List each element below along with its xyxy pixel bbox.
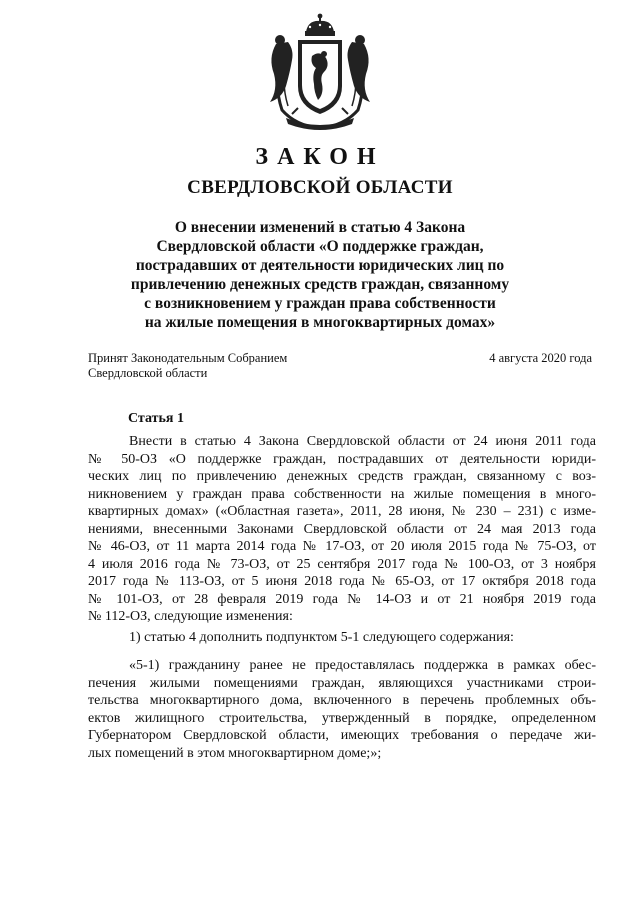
subject-line: на жилые помещения в многоквартирных домах»: [144, 314, 496, 331]
subject-line: О внесении изменений в статью 4 Закона: [174, 219, 466, 236]
text-line: Губернатором Свердловской области, имеющих требования о передаче жи-: [88, 728, 596, 743]
text-line: ектов жилищного строительства, утвержденный в порядке, определенном: [88, 710, 596, 726]
text-line: № 112-ОЗ, следующие изменения:: [88, 609, 293, 624]
text-line: «5-1) гражданину ранее не предоставлялась поддержка в рамках обес-: [129, 658, 596, 673]
subject-line: с возникновением у граждан права собственности: [144, 295, 496, 312]
text-line: 1) статью 4 дополнить подпунктом 5-1 следующего содержания:: [129, 630, 514, 645]
article-heading: Статья 1: [128, 411, 184, 426]
text-line: нениями, внесенными Законами Свердловской области от 24 мая 2013 года: [88, 521, 596, 537]
law-subject: [80, 218, 560, 332]
coat-of-arms-icon: [262, 10, 378, 132]
text-line: лых помещений в этом многоквартирном доме;»;: [88, 745, 382, 761]
text-line: никновением у граждан права собственности на жилые помещения в много-: [88, 486, 596, 502]
subject-line: Свердловской области «О поддержке граждан,: [156, 238, 484, 255]
text-line: квартирных домах» («Областная газета», 2011, 28 июня, № 230 – 231) с изме-: [88, 504, 596, 519]
text-line: ческих лиц по привлечению денежных средств граждан, связанному с воз-: [88, 469, 596, 484]
article-paragraph-2: [88, 629, 596, 647]
text-line: № 46-ОЗ, от 11 марта 2014 года № 17-ОЗ, от 20 июля 2015 года № 75-ОЗ, от: [88, 539, 596, 554]
law-region: СВЕРДЛОВСКОЙ ОБЛАСТИ: [187, 177, 453, 198]
text-line: печения жилыми помещениями граждан, являющихся участниками строи-: [88, 675, 596, 691]
subject-line: пострадавших от деятельности юридических лиц по: [135, 257, 505, 274]
subject-line: привлечению денежных средств граждан, связанному: [130, 276, 510, 293]
text-line: Внести в статью 4 Закона Свердловской области от 24 июня 2011 года: [129, 434, 596, 449]
adoption-authority: [88, 351, 287, 381]
text-line: 4 июля 2016 года № 73-ОЗ, от 25 сентября 2017 года № 100-ОЗ, от 3 ноября: [88, 556, 596, 572]
article-paragraph-3: [88, 657, 596, 762]
law-title: ЗАКОН: [255, 144, 385, 170]
text-line: № 101-ОЗ, от 28 февраля 2019 года № 14-ОЗ и от 21 ноября 2019 года: [88, 591, 596, 607]
adoption-line: Свердловской области: [88, 366, 208, 380]
adoption-line: Принят Законодательным Собранием: [88, 351, 288, 365]
adoption-date: 4 августа 2020 года: [489, 351, 592, 365]
text-line: тельства многоквартирного дома, включенного в перечень проблемных объ-: [88, 693, 596, 708]
text-line: № 50-ОЗ «О поддержке граждан, пострадавших от деятельности юриди-: [88, 451, 596, 467]
article-paragraph-1: [88, 433, 596, 626]
text-line: 2017 года № 113-ОЗ, от 5 июня 2018 года № 65-ОЗ, от 17 октября 2018 года: [88, 574, 596, 589]
